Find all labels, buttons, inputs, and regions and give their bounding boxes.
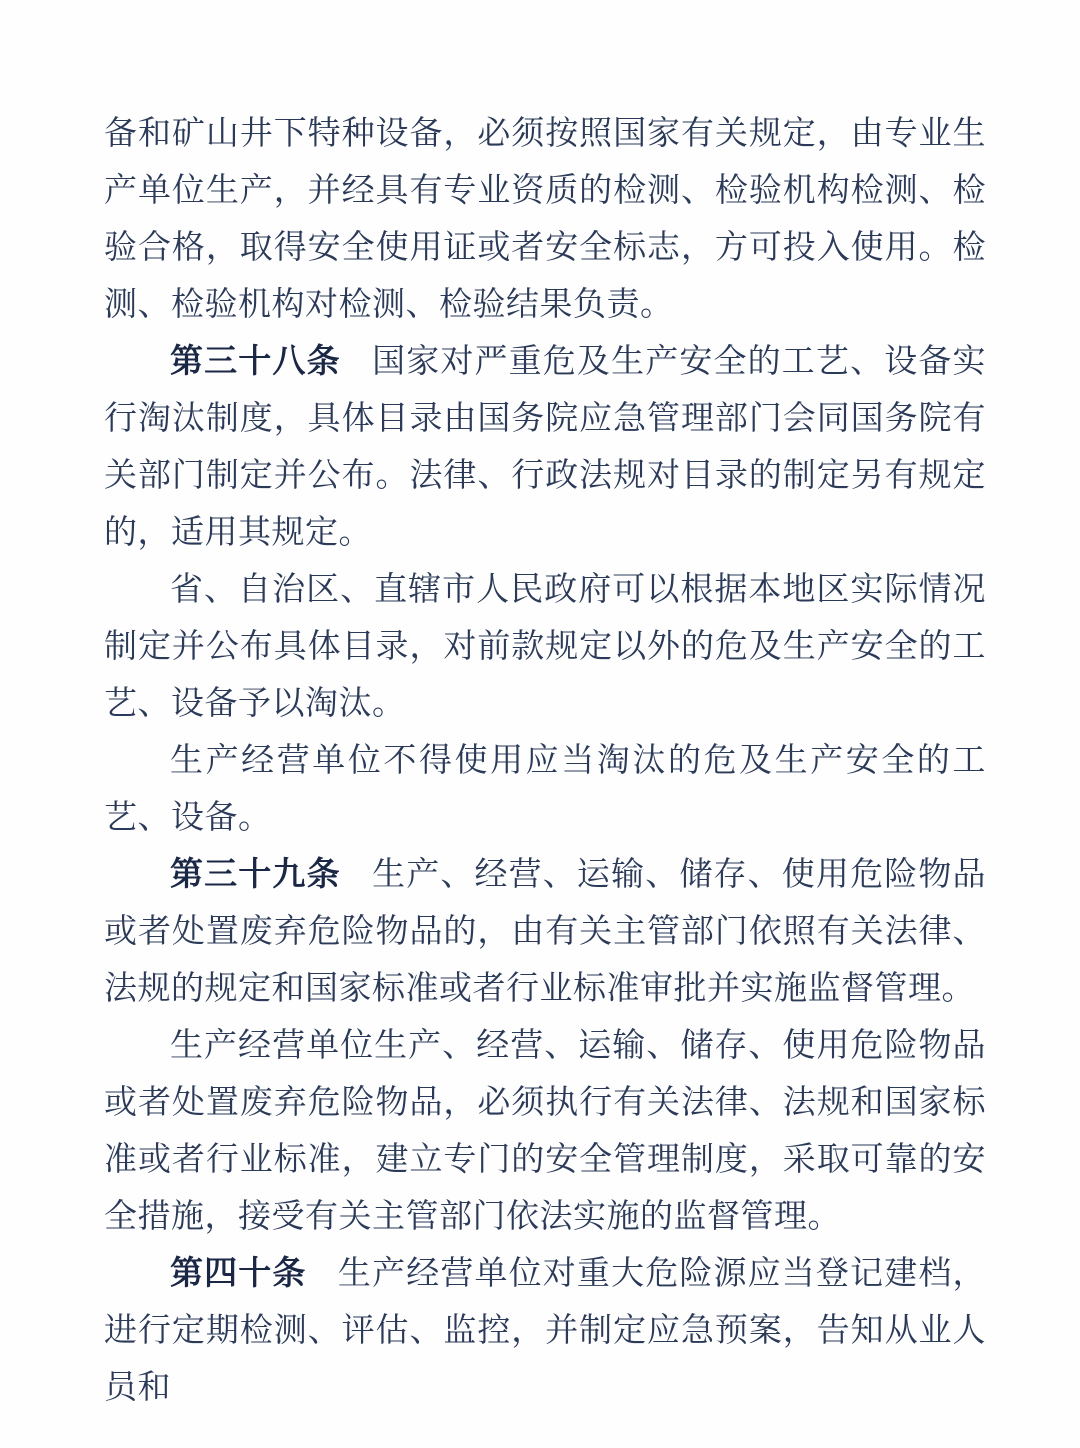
- document-text-block: [104, 104, 986, 1415]
- article-38-label: 第三十八条: [170, 341, 341, 380]
- paragraph-article-39-clause-2: [104, 1016, 986, 1244]
- paragraph-article-40: [104, 1244, 986, 1415]
- article-40-text: 生产经营单位对重大危险源应当登记建档，进行定期检测、评估、监控，并制定应急预案，告知从业人员和: [104, 1253, 987, 1406]
- article-39-clause-2-text: 生产经营单位生产、经营、运输、储存、使用危险物品或者处置废弃危险物品，必须执行有关法律、法规和国家标准或者行业标准，建立专门的安全管理制度，采取可靠的安全措施，接受有关主管部门依法实施的监督管理。: [104, 1025, 986, 1235]
- paragraph-article-38: [104, 332, 986, 560]
- article-40-label: 第四十条: [170, 1253, 307, 1292]
- paragraph-article-38-clause-3: [104, 731, 986, 845]
- article-39-label: 第三十九条: [170, 854, 341, 893]
- article-38-clause-2-text: 省、自治区、直辖市人民政府可以根据本地区实际情况制定并公布具体目录，对前款规定以外的危及生产安全的工艺、设备予以淘汰。: [104, 569, 986, 722]
- article-38-text: 国家对严重危及生产安全的工艺、设备实行淘汰制度，具体目录由国务院应急管理部门会同国务院有关部门制定并公布。法律、行政法规对目录的制定另有规定的，适用其规定。: [104, 341, 987, 551]
- paragraph-article-39: [104, 845, 986, 1016]
- paragraph-continuation: [104, 104, 986, 332]
- article-39-text: 生产、经营、运输、储存、使用危险物品或者处置废弃危险物品的，由有关主管部门依照有关法律、法规的规定和国家标准或者行业标准审批并实施监督管理。: [104, 854, 987, 1007]
- article-38-clause-3-text: 生产经营单位不得使用应当淘汰的危及生产安全的工艺、设备。: [104, 740, 986, 836]
- paragraph-article-38-clause-2: [104, 560, 986, 731]
- paragraph-continuation-text: 备和矿山井下特种设备，必须按照国家有关规定，由专业生产单位生产，并经具有专业资质的检测、检验机构检测、检验合格，取得安全使用证或者安全标志，方可投入使用。检测、检验机构对检测、检验结果负责。: [104, 113, 986, 323]
